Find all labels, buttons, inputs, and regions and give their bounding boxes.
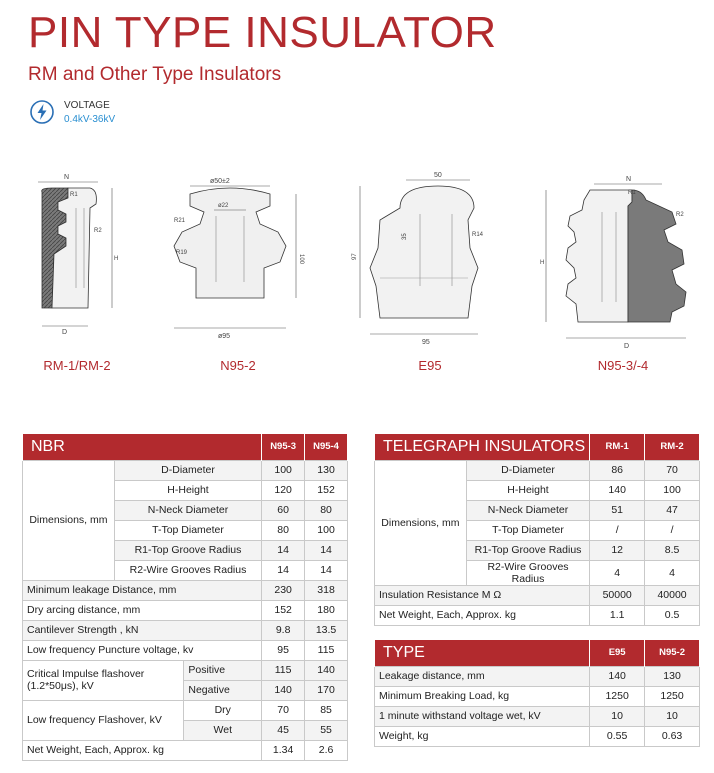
row-label: Low frequency Puncture voltage, kv	[23, 640, 262, 660]
cell-value: 86	[590, 460, 645, 480]
cell-value: 130	[645, 666, 700, 686]
cell-value: 140	[262, 680, 305, 700]
cell-value: 14	[305, 540, 348, 560]
row-label: D-Diameter	[114, 460, 261, 480]
dimensions-group-label: Dimensions, mm	[23, 460, 115, 580]
nbr-spec-table	[22, 434, 348, 761]
row-label: Weight, kg	[375, 726, 590, 746]
d-dimension-label: D	[62, 329, 68, 336]
cell-value: 95	[262, 640, 305, 660]
cell-value: 80	[262, 520, 305, 540]
table-row	[23, 580, 348, 600]
cell-value: 152	[305, 480, 348, 500]
cell-value: 4	[645, 560, 700, 585]
row-label: Negative	[184, 680, 262, 700]
e95-radius-label: R14	[472, 232, 484, 238]
n95-h-label: H	[540, 260, 545, 266]
row-label: R2-Wire Grooves Radius	[466, 560, 589, 585]
row-label: Positive	[184, 660, 262, 680]
table-row	[23, 620, 348, 640]
caption-rm: RM-1/RM-2	[43, 358, 111, 373]
n-dimension-label: N	[64, 174, 70, 181]
row-label: R1-Top Groove Radius	[466, 540, 589, 560]
table-row	[375, 706, 700, 726]
type-spec-table	[374, 640, 700, 747]
page-subtitle: RM and Other Type Insulators	[28, 64, 282, 85]
n95-r2-label: R2	[676, 212, 684, 218]
cell-value: 50000	[590, 585, 645, 605]
cell-value: 180	[305, 600, 348, 620]
row-label: R1-Top Groove Radius	[114, 540, 261, 560]
table-row	[23, 460, 348, 480]
table-row	[23, 700, 348, 720]
cell-value: 100	[262, 460, 305, 480]
cell-value: 80	[305, 500, 348, 520]
caption-e95: E95	[418, 358, 442, 373]
e95-insulator-drawing	[340, 168, 500, 348]
cell-value: 130	[305, 460, 348, 480]
r2-label: R2	[94, 228, 102, 234]
cell-value: 55	[305, 720, 348, 740]
cell-value: 1.34	[262, 740, 305, 760]
caption-n95-2: N95-2	[220, 358, 256, 373]
dimensions-group-label: Dimensions, mm	[375, 460, 467, 585]
row-label: T-Top Diameter	[114, 520, 261, 540]
row-label: R2-Wire Grooves Radius	[114, 560, 261, 580]
cell-value: 14	[262, 560, 305, 580]
cell-value: 100	[645, 480, 700, 500]
row-label: H-Height	[466, 480, 589, 500]
column-header: N95-2	[645, 640, 700, 666]
column-header: E95	[590, 640, 645, 666]
neck-diameter-label: ø22	[218, 203, 229, 209]
row-label: N-Neck Diameter	[114, 500, 261, 520]
table-row	[375, 666, 700, 686]
row-label: Dry	[184, 700, 262, 720]
impulse-group-label: Critical Impulse flashover (1.2*50μs), kV	[23, 660, 184, 700]
nbr-title: NBR	[23, 434, 262, 460]
cell-value: 60	[262, 500, 305, 520]
row-label: Insulation Resistance M Ω	[375, 585, 590, 605]
table-row	[375, 460, 700, 480]
cell-value: 2.6	[305, 740, 348, 760]
cell-value: 170	[305, 680, 348, 700]
top-diameter-label: ø50±2	[210, 178, 230, 185]
e95-diameter-label: 95	[422, 339, 430, 346]
page-title: PIN TYPE INSULATOR	[28, 8, 497, 57]
table-row	[375, 585, 700, 605]
r21-label: R21	[174, 218, 186, 224]
row-label: 1 minute withstand voltage wet, kV	[375, 706, 590, 726]
cell-value: 0.55	[590, 726, 645, 746]
row-label: H-Height	[114, 480, 261, 500]
row-label: Net Weight, Each, Approx. kg	[375, 605, 590, 625]
cell-value: 45	[262, 720, 305, 740]
n95-2-insulator-drawing	[160, 172, 320, 347]
table-header	[375, 434, 700, 460]
column-header: N95-4	[305, 434, 348, 460]
cell-value: 1250	[590, 686, 645, 706]
cell-value: 1250	[645, 686, 700, 706]
row-label: Leakage distance, mm	[375, 666, 590, 686]
row-label: Net Weight, Each, Approx. kg	[23, 740, 262, 760]
cell-value: 12	[590, 540, 645, 560]
cell-value: 0.5	[645, 605, 700, 625]
row-label: Dry arcing distance, mm	[23, 600, 262, 620]
caption-n95-3-4: N95-3/-4	[597, 358, 649, 373]
r1-label: R1	[70, 192, 78, 198]
cell-value: 230	[262, 580, 305, 600]
n95-n-label: N	[626, 176, 632, 183]
column-header: RM-1	[590, 434, 645, 460]
cell-value: 1.1	[590, 605, 645, 625]
cell-value: 318	[305, 580, 348, 600]
type-title: TYPE	[375, 640, 590, 666]
cell-value: 70	[262, 700, 305, 720]
n95-r1-label: R1	[628, 190, 636, 196]
cell-value: 85	[305, 700, 348, 720]
cell-value: 47	[645, 500, 700, 520]
base-diameter-label: ø95	[218, 333, 231, 340]
table-row	[375, 686, 700, 706]
cell-value: 100	[305, 520, 348, 540]
cell-value: 9.8	[262, 620, 305, 640]
cell-value: 40000	[645, 585, 700, 605]
voltage-label: VOLTAGE	[64, 100, 110, 111]
cell-value: 0.63	[645, 726, 700, 746]
row-label: N-Neck Diameter	[466, 500, 589, 520]
column-header: RM-2	[645, 434, 700, 460]
lightning-icon	[30, 100, 54, 124]
cell-value: 8.5	[645, 540, 700, 560]
cell-value: 10	[590, 706, 645, 726]
table-row	[23, 640, 348, 660]
telegraph-spec-table	[374, 434, 700, 626]
voltage-value: 0.4kV-36kV	[64, 114, 116, 125]
cell-value: 4	[590, 560, 645, 585]
cell-value: /	[590, 520, 645, 540]
cell-value: 120	[262, 480, 305, 500]
r19-label: R19	[176, 250, 188, 256]
row-label: T-Top Diameter	[466, 520, 589, 540]
row-label: Minimum leakage Distance, mm	[23, 580, 262, 600]
table-row	[375, 726, 700, 746]
telegraph-title: TELEGRAPH INSULATORS	[375, 434, 590, 460]
cell-value: 10	[645, 706, 700, 726]
cell-value: 14	[262, 540, 305, 560]
row-label: D-Diameter	[466, 460, 589, 480]
table-row	[375, 605, 700, 625]
table-header	[375, 640, 700, 666]
cell-value: 140	[590, 480, 645, 500]
row-label: Wet	[184, 720, 262, 740]
cell-value: 140	[590, 666, 645, 686]
cell-value: 13.5	[305, 620, 348, 640]
rm-insulator-drawing	[28, 168, 133, 343]
row-label: Cantilever Strength , kN	[23, 620, 262, 640]
e95-height-label: 97	[352, 253, 358, 260]
cell-value: 115	[262, 660, 305, 680]
h-dimension-label: H	[114, 256, 119, 262]
cell-value: 14	[305, 560, 348, 580]
column-header: N95-3	[262, 434, 305, 460]
cell-value: 140	[305, 660, 348, 680]
n95-3-4-insulator-drawing	[532, 172, 702, 352]
cell-value: 115	[305, 640, 348, 660]
cell-value: 152	[262, 600, 305, 620]
table-row	[23, 600, 348, 620]
table-row	[23, 740, 348, 760]
e95-top-label: 50	[434, 172, 442, 179]
height-label: 100	[298, 254, 304, 265]
cell-value: /	[645, 520, 700, 540]
cell-value: 70	[645, 460, 700, 480]
cell-value: 51	[590, 500, 645, 520]
row-label: Minimum Breaking Load, kg	[375, 686, 590, 706]
n95-d-label: D	[624, 343, 630, 350]
table-header	[23, 434, 348, 460]
flashover-group-label: Low frequency Flashover, kV	[23, 700, 184, 740]
table-row	[23, 660, 348, 680]
e95-h1-label: 35	[402, 233, 408, 240]
